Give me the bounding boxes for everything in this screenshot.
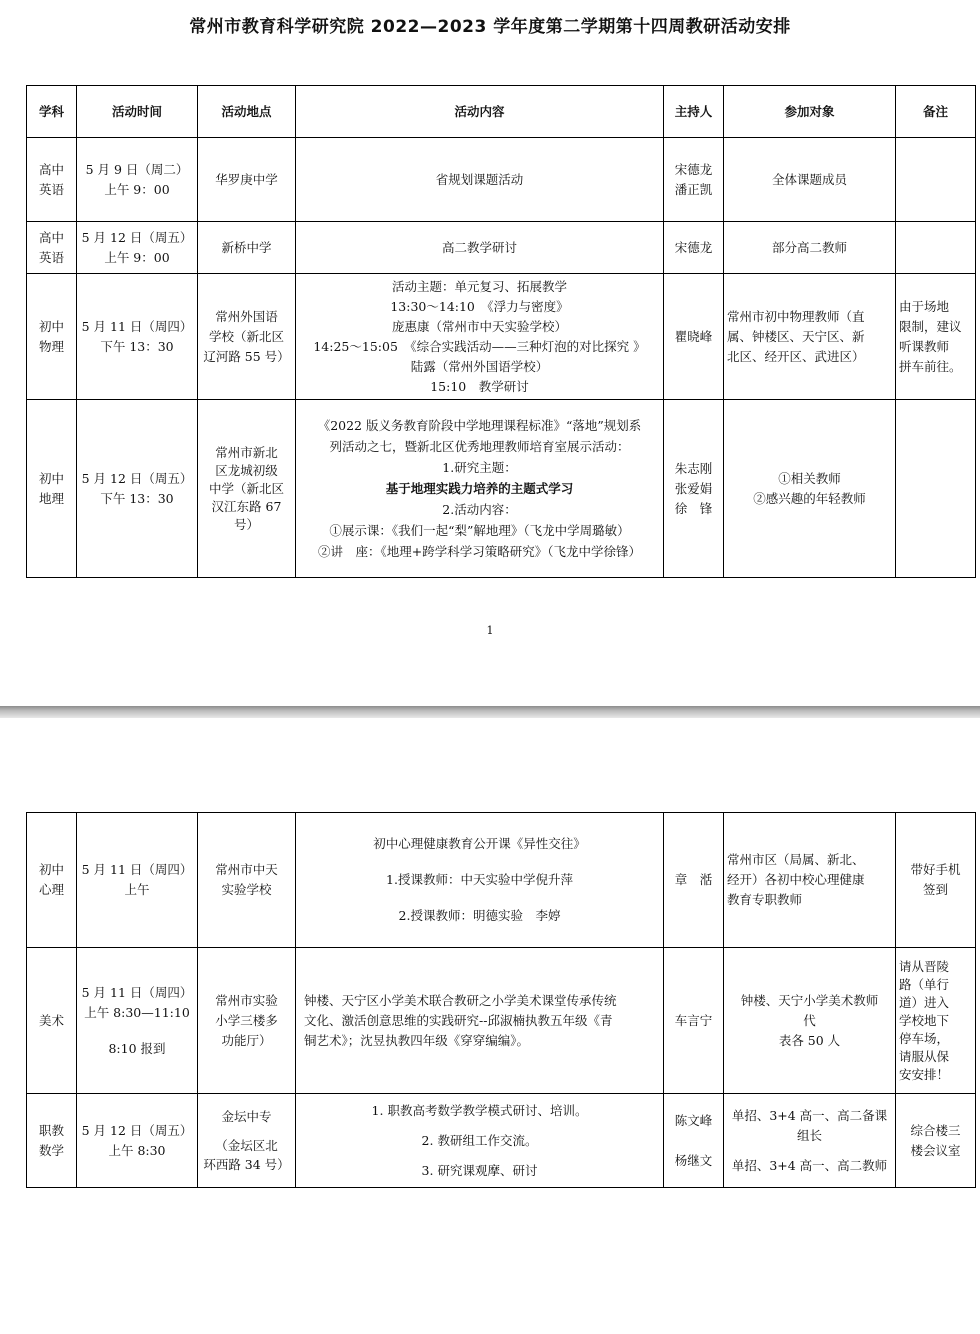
host-cell xyxy=(664,813,724,948)
note-line: 安安排！ xyxy=(899,1066,950,1082)
host-line: 张爱娟 xyxy=(674,480,713,496)
place-line: 常州外国语 xyxy=(215,308,278,324)
table-row xyxy=(27,948,976,1094)
subject-line: 职教 xyxy=(38,1122,64,1138)
subject-line: 美术 xyxy=(38,1012,64,1028)
content-line: 《2022 版义务教育阶段中学地理课程标准》“落地”规划系 xyxy=(317,418,642,433)
note-line: 拼车前往。 xyxy=(899,358,962,374)
host-line: 章 湉 xyxy=(674,872,713,887)
host-cell xyxy=(664,222,724,274)
time-cell xyxy=(77,1094,198,1188)
host-cell xyxy=(664,138,724,222)
note-cell xyxy=(896,813,976,948)
content-line: 铜艺术》；沈昱执教四年级《穿穿编编》。 xyxy=(304,1032,530,1048)
subject-cell xyxy=(27,222,77,274)
page-number: 1 xyxy=(486,624,494,637)
participants-cell xyxy=(724,813,896,948)
host-cell xyxy=(664,274,724,400)
participants-cell xyxy=(724,222,896,274)
place-line: 辽河路 55 号） xyxy=(203,348,290,364)
place-line: 区龙城初级 xyxy=(215,462,278,478)
place-line: 汉江东路 67 xyxy=(211,498,282,514)
subject-line: 地理 xyxy=(38,490,64,506)
participants-cell xyxy=(724,274,896,400)
note-line: 楼会议室 xyxy=(910,1142,961,1158)
content-cell xyxy=(296,222,664,274)
time-cell xyxy=(77,948,198,1094)
content-line: 2.活动内容： xyxy=(442,502,517,517)
participants-line: 常州市区（局属、新北、 xyxy=(727,852,865,867)
place-cell xyxy=(198,274,296,400)
table-row xyxy=(27,400,976,578)
content-line: 15:10 教学研讨 xyxy=(430,378,529,394)
time-cell xyxy=(77,138,198,222)
schedule-table-page-1 xyxy=(26,85,976,578)
subject-cell xyxy=(27,400,77,578)
place-line: 环西路 34 号） xyxy=(203,1157,290,1172)
content-line: 文化、激活创意思维的实践研究--邱淑楠执教五年级《青 xyxy=(304,1012,613,1028)
content-line: 1.研究主题： xyxy=(442,460,517,475)
host-cell xyxy=(664,948,724,1094)
note-line: 停车场， xyxy=(899,1030,950,1046)
time-line: 上午 9：00 xyxy=(104,249,170,265)
subject-line: 初中 xyxy=(38,470,64,486)
time-line: 上午 8:30 xyxy=(108,1142,166,1158)
content-line: ①展示课：《我们一起“梨”解地理》（飞龙中学周璐敏） xyxy=(329,523,630,538)
subject-line: 初中 xyxy=(38,318,64,334)
subject-cell xyxy=(27,948,77,1094)
time-cell xyxy=(77,222,198,274)
participants-cell xyxy=(724,138,896,222)
content-line: 初中心理健康教育公开课《异性交往》 xyxy=(373,836,586,851)
note-cell xyxy=(896,222,976,274)
schedule-table-page-2 xyxy=(26,812,976,1188)
time-line: 下午 13：30 xyxy=(100,490,174,506)
content-cell xyxy=(296,813,664,948)
place-line: 常州市实验 xyxy=(215,992,278,1008)
content-line: 2.授课教师：明德实验 李婷 xyxy=(398,908,561,923)
header-participants: 参加对象 xyxy=(724,86,896,138)
time-cell xyxy=(77,400,198,578)
note-line: 请服从保 xyxy=(899,1048,950,1064)
place-line: 常州市中天 xyxy=(215,862,278,877)
time-line: 5 月 12 日（周五） xyxy=(81,470,193,486)
participants-line: 教育专职教师 xyxy=(727,892,803,907)
host-line: 瞿晓峰 xyxy=(674,328,713,344)
host-line: 车言宁 xyxy=(674,1012,713,1028)
subject-cell xyxy=(27,274,77,400)
content-line: 陆露（常州外国语学校） xyxy=(410,358,549,374)
subject-line: 高中 xyxy=(38,161,64,177)
participants-line: 单招、3+4 高一、高二备课 xyxy=(731,1107,888,1123)
participants-line: 全体课题成员 xyxy=(771,171,847,187)
content-line: 省规划课题活动 xyxy=(435,171,524,187)
table-row xyxy=(27,222,976,274)
place-line: 学校（新北区 xyxy=(208,328,284,344)
place-line: 功能厅） xyxy=(221,1032,272,1048)
place-line: 金坛中专 xyxy=(221,1109,272,1124)
place-line: 华罗庚中学 xyxy=(215,171,278,187)
participants-line: 代 xyxy=(803,1012,816,1028)
time-line: 5 月 12 日（周五） xyxy=(81,1122,193,1138)
note-cell xyxy=(896,948,976,1094)
participants-line: 部分高二教师 xyxy=(771,239,847,255)
participants-line: 北区、经开区、武进区） xyxy=(727,348,865,364)
content-line: 庞惠康（常州市中天实验学校） xyxy=(391,318,567,334)
note-line: 限制，建议 xyxy=(899,318,962,334)
time-line: 5 月 11 日（周四） xyxy=(81,862,193,877)
content-line: ②讲 座：《地理+跨学科学习策略研究》（飞龙中学徐锋） xyxy=(318,544,641,559)
header-content: 活动内容 xyxy=(296,86,664,138)
note-cell xyxy=(896,1094,976,1188)
place-cell xyxy=(198,138,296,222)
subject-line: 英语 xyxy=(38,249,64,265)
table-row xyxy=(27,274,976,400)
research-theme: 基于地理实践力培养的主题式学习 xyxy=(385,481,574,496)
participants-line: ①相关教师 xyxy=(778,470,841,486)
note-line: 道）进入 xyxy=(899,994,950,1010)
place-line: 常州市新北 xyxy=(215,444,278,460)
subject-line: 初中 xyxy=(38,862,64,877)
content-cell xyxy=(296,274,664,400)
content-line: 3. 研究课观摩、研讨 xyxy=(421,1162,538,1178)
host-line: 陈文峰 xyxy=(674,1112,713,1128)
note-cell xyxy=(896,400,976,578)
host-line: 杨继文 xyxy=(674,1152,713,1168)
note-line: 由于场地 xyxy=(899,298,950,314)
time-line: 上午 8:30—11:10 xyxy=(84,1004,190,1020)
participants-line: ②感兴趣的年轻教师 xyxy=(753,490,866,506)
note-cell xyxy=(896,138,976,222)
participants-line: 常州市初中物理教师（直 xyxy=(727,308,865,324)
content-cell xyxy=(296,400,664,578)
place-line: 号） xyxy=(233,516,259,532)
note-line: 路（单行 xyxy=(899,976,950,992)
host-line: 潘正凯 xyxy=(674,181,713,197)
content-cell xyxy=(296,1094,664,1188)
content-line: 2. 教研组工作交流。 xyxy=(421,1132,538,1148)
header-host: 主持人 xyxy=(664,86,724,138)
note-line: 请从晋陵 xyxy=(899,958,950,974)
note-line: 签到 xyxy=(922,882,948,897)
time-cell xyxy=(77,274,198,400)
content-line: 活动主题：单元复习、拓展教学 xyxy=(391,278,567,294)
content-line: 1. 职教高考数学教学模式研讨、培训。 xyxy=(371,1102,588,1118)
content-line: 14:25～15:05 《综合实践活动——三种灯泡的对比探究 》 xyxy=(313,338,646,354)
subject-line: 高中 xyxy=(38,229,64,245)
note-line: 听课教师 xyxy=(899,338,950,354)
place-cell xyxy=(198,813,296,948)
table-row xyxy=(27,813,976,948)
header-place: 活动地点 xyxy=(198,86,296,138)
subject-line: 英语 xyxy=(38,181,64,197)
page-separator xyxy=(0,700,980,722)
place-line: 小学三楼多 xyxy=(215,1012,278,1028)
place-line: 实验学校 xyxy=(221,882,272,897)
participants-line: 钟楼、天宁小学美术教师 xyxy=(740,992,879,1008)
participants-cell xyxy=(724,1094,896,1188)
content-cell xyxy=(296,948,664,1094)
participants-line: 表各 50 人 xyxy=(778,1032,841,1048)
participants-line: 经开）各初中校心理健康 xyxy=(727,872,865,887)
place-line: 中学（新北区 xyxy=(208,480,284,496)
participants-cell xyxy=(724,400,896,578)
place-cell xyxy=(198,948,296,1094)
place-cell xyxy=(198,222,296,274)
time-line: 上午 xyxy=(124,882,150,897)
content-line: 列活动之七，暨新北区优秀地理教师培育室展示活动： xyxy=(329,439,630,454)
time-line: 8:10 报到 xyxy=(108,1040,166,1056)
header-subject: 学科 xyxy=(27,86,77,138)
time-line: 5 月 11 日（周四） xyxy=(81,318,193,334)
place-line: 新桥中学 xyxy=(221,239,272,255)
host-cell xyxy=(664,1094,724,1188)
note-line: 带好手机 xyxy=(910,862,961,877)
content-line: 13:30～14:10 《浮力与密度》 xyxy=(390,298,569,314)
content-line: 1.授课教师：中天实验中学倪升萍 xyxy=(386,872,573,887)
time-cell xyxy=(77,813,198,948)
place-cell xyxy=(198,1094,296,1188)
note-line: 综合楼三 xyxy=(910,1122,961,1138)
header-note: 备注 xyxy=(896,86,976,138)
time-line: 下午 13：30 xyxy=(100,338,174,354)
subject-cell xyxy=(27,138,77,222)
content-cell xyxy=(296,138,664,222)
host-line: 宋德龙 xyxy=(674,239,713,255)
time-line: 5 月 9 日（周二） xyxy=(85,161,189,177)
note-cell xyxy=(896,274,976,400)
time-line: 5 月 12 日（周五） xyxy=(81,229,193,245)
note-line: 学校地下 xyxy=(899,1012,950,1028)
page-title: 常州市教育科学研究院 2022—2023 学年度第二学期第十四周教研活动安排 xyxy=(189,17,791,37)
host-line: 徐 锋 xyxy=(674,500,713,516)
participants-line: 组长 xyxy=(796,1127,822,1143)
subject-line: 物理 xyxy=(38,338,64,354)
host-cell xyxy=(664,400,724,578)
content-line: 钟楼、天宁区小学美术联合教研之小学美术课堂传承传统 xyxy=(304,992,617,1008)
content-line: 高二教学研讨 xyxy=(441,239,517,255)
host-line: 朱志刚 xyxy=(674,460,713,476)
time-line: 5 月 11 日（周四） xyxy=(81,984,193,1000)
table-row xyxy=(27,1094,976,1188)
table-row xyxy=(27,138,976,222)
header-time: 活动时间 xyxy=(77,86,198,138)
table-header-row xyxy=(27,86,976,138)
place-cell xyxy=(198,400,296,578)
place-line: （金坛区北 xyxy=(215,1138,278,1153)
subject-line: 数学 xyxy=(38,1142,64,1158)
host-line: 宋德龙 xyxy=(674,161,713,177)
subject-cell xyxy=(27,813,77,948)
participants-line: 属、钟楼区、天宁区、新 xyxy=(727,328,865,344)
subject-line: 心理 xyxy=(38,882,64,897)
participants-line: 单招、3+4 高一、高二教师 xyxy=(731,1157,888,1173)
time-line: 上午 9：00 xyxy=(104,181,170,197)
subject-cell xyxy=(27,1094,77,1188)
participants-cell xyxy=(724,948,896,1094)
